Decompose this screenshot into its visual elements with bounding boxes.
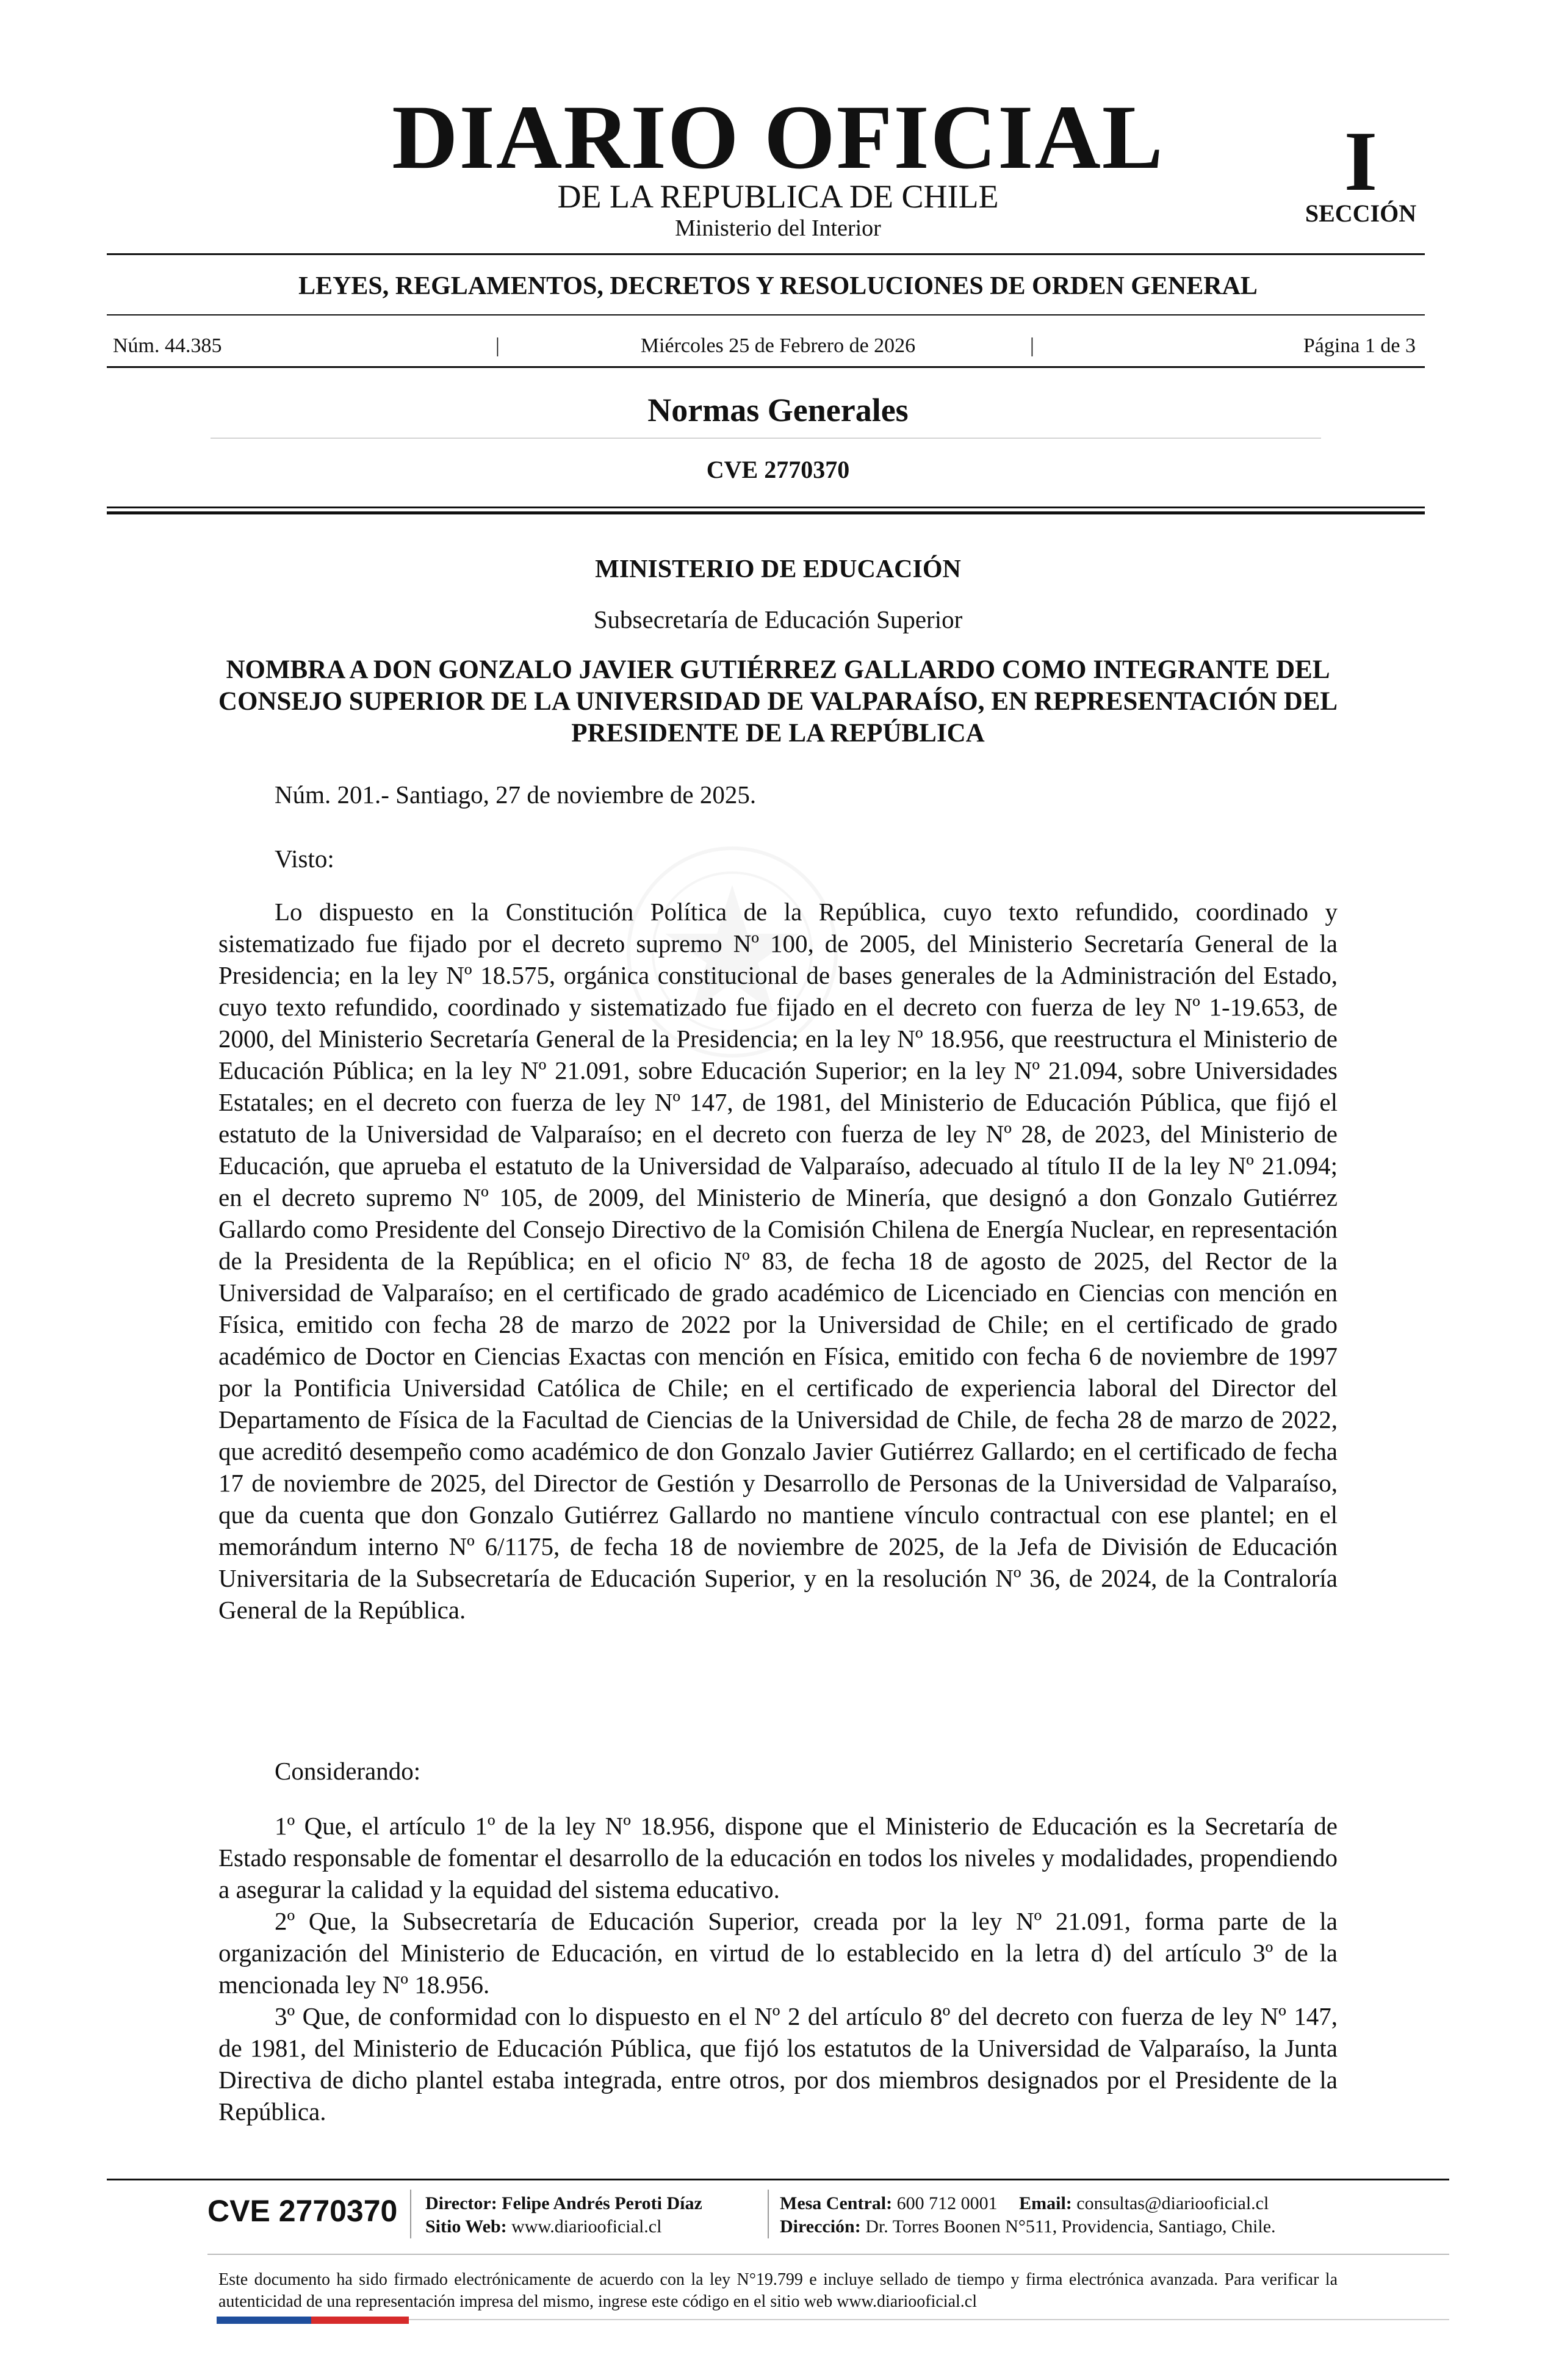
address-text: Dr. Torres Boonen N°511, Providencia, Santiago, Chile. — [865, 2216, 1276, 2237]
issue-separator-2: | — [1030, 334, 1034, 357]
section-word: SECCIÓN — [1305, 200, 1417, 227]
director-label: Director: — [425, 2193, 497, 2213]
decree-number-date: Núm. 201.- Santiago, 27 de noviembre de 2025. — [275, 781, 757, 809]
issue-separator-1: | — [495, 334, 500, 357]
address-label: Dirección: — [780, 2216, 861, 2237]
flag-stripe-red — [311, 2317, 409, 2324]
footer-address — [780, 2215, 1276, 2238]
footer-divider-1 — [410, 2190, 411, 2238]
category-banner: LEYES, REGLAMENTOS, DECRETOS Y RESOLUCIONES DE ORDEN GENERAL — [298, 272, 1258, 300]
double-rule-top — [107, 507, 1425, 508]
considerando-2: 2º Que, la Subsecretaría de Educación Superior, creada por la ley Nº 21.091, forma parte de la organización del Ministerio de Educación, en virtud de lo establecido en la letra d) del artículo 3º de la mencionada ley Nº 18.956. — [218, 1907, 1338, 1999]
footer-note-rule — [207, 2254, 1449, 2255]
newspaper-title: DIARIO OFICIAL — [392, 87, 1164, 188]
footer-cve: CVE 2770370 — [207, 2194, 398, 2228]
document-ministry: MINISTERIO DE EDUCACIÓN — [595, 555, 961, 583]
flag-stripe-blue — [217, 2317, 311, 2324]
flag-line-grey — [409, 2319, 1449, 2320]
website-link[interactable]: www.diariooficial.cl — [511, 2216, 662, 2237]
issue-number: Núm. 44.385 — [113, 334, 222, 357]
phone-label: Mesa Central: — [780, 2193, 893, 2213]
footer-note: Este documento ha sido firmado electrónicamente de acuerdo con la ley N°19.799 e incluye sellado de tiempo y firma electrónica avanzada. Para verificar la autenticidad de una representación impresa del mismo, ingrese este código en el sitio web www.diariooficial.cl — [218, 2270, 1338, 2311]
phone-number: 600 712 0001 — [896, 2193, 998, 2213]
considerando-1: 1º Que, el artículo 1º de la ley Nº 18.956, dispone que el Ministerio de Educación es la Secretaría de Estado responsable de fomentar el desarrollo de la educación en todos los niveles y modalidades, propendiendo a asegurar la calidad y la equidad del sistema educativo. — [218, 1812, 1338, 1903]
category-rule — [107, 314, 1425, 316]
footer-divider-2 — [768, 2190, 769, 2238]
visto-paragraph: Lo dispuesto en la Constitución Política de la República, cuyo texto refundido, coordinado y sistematizado fue fijado por el decreto supremo Nº 100, de 2005, del Ministerio Secretaría General de la Presidencia; en la ley Nº 18.575, orgánica constitucional de bases generales de la Administración del Estado, cuyo texto refundido, coordinado y sistematizado fue fijado en el decreto con fuerza de ley Nº 1-19.653, de 2000, del Ministerio Secretaría General de la Presidencia; en la ley Nº 18.956, que reestructura el Ministerio de Educación Pública; en la ley Nº 21.091, sobre Educación Superior; en la ley Nº 21.094, sobre Universidades Estatales; en el decreto con fuerza de ley Nº 147, de 1981, del Ministerio de Educación Pública, que fijó el estatuto de la Universidad de Valparaíso; en el decreto con fuerza de ley Nº 28, de 2023, del Ministerio de Educación, que aprueba el estatuto de la Universidad de Valparaíso, adecuado al título II de la ley Nº 21.094; en el decreto supremo Nº 105, de 2009, del Ministerio de Minería, que designó a don Gonzalo Gutiérrez Gallardo como Presidente del Consejo Directivo de la Comisión Chilena de Energía Nuclear, en representación de la Presidenta de la República; en el oficio Nº 83, de fecha 18 de agosto de 2025, del Rector de la Universidad de Valparaíso; en el certificado de grado académico de Licenciado en Ciencias con mención en Física, emitido con fecha 28 de marzo de 2022 por la Universidad de Chile; en el certificado de grado académico de Doctor en Ciencias Exactas con mención en Física, emitido con fecha 6 de noviembre de 1997 por la Pontificia Universidad Católica de Chile; en el certificado de experiencia laboral del Director del Departamento de Física de la Facultad de Ciencias de la Universidad de Chile, de fecha 28 de marzo de 2022, que acreditó desempeño como académico de don Gonzalo Javier Gutiérrez Gallardo; en el certificado de fecha 17 de noviembre de 2025, del Director de Gestión y Desarrollo de Personas de la Universidad de Valparaíso, que da cuenta que don Gonzalo Gutiérrez Gallardo no mantiene vínculo contractual con ese plantel; en el memorándum interno Nº 6/1175, de fecha 18 de noviembre de 2025, de la Jefa de División de Educación Universitaria de la Subsecretaría de Educación Superior, y en la resolución Nº 36, de 2024, de la Contraloría General de la República. — [218, 898, 1338, 1624]
footer-rule — [107, 2179, 1449, 2180]
double-rule-bottom — [107, 511, 1425, 514]
footer-contact — [780, 2192, 1269, 2215]
masthead-rule — [107, 253, 1425, 255]
visto-label: Visto: — [275, 845, 334, 873]
considerando-3: 3º Que, de conformidad con lo dispuesto en el Nº 2 del artículo 8º del decreto con fuerza de ley Nº 147, de 1981, del Ministerio de Educación Pública, que fijó los estatutos de la Universidad de Valparaíso, la Junta Directiva de dicho plantel estaba integrada, entre otros, por dos miembros designados por el Presidente de la República. — [218, 2002, 1338, 2126]
footer-director — [425, 2192, 702, 2215]
newspaper-subtitle: DE LA REPUBLICA DE CHILE — [557, 178, 999, 215]
document-subsecretariat: Subsecretaría de Educación Superior — [593, 605, 963, 633]
cve-code: CVE 2770370 — [706, 456, 850, 483]
page-number: Página 1 de 3 — [1303, 334, 1416, 357]
issue-rule — [107, 366, 1425, 368]
issue-date: Miércoles 25 de Febrero de 2026 — [640, 334, 916, 357]
section-title: Normas Generales — [647, 392, 909, 428]
footer-website — [425, 2215, 661, 2238]
website-label: Sitio Web: — [425, 2216, 507, 2237]
considerando-label: Considerando: — [275, 1757, 421, 1785]
email-link[interactable]: consultas@diariooficial.cl — [1076, 2193, 1269, 2213]
decree-title: NOMBRA A DON GONZALO JAVIER GUTIÉRREZ GALLARDO COMO INTEGRANTE DEL CONSEJO SUPERIOR DE LA UNIVERSIDAD DE VALPARAÍSO, EN REPRESENTACIÓN DEL PRESIDENTE DE LA REPÚBLICA — [218, 655, 1338, 748]
email-label: Email: — [1019, 2193, 1072, 2213]
director-name: Felipe Andrés Peroti Díaz — [502, 2193, 702, 2213]
section-letter: I — [1344, 114, 1378, 209]
section-title-underline — [211, 438, 1321, 439]
ministry-line: Ministerio del Interior — [675, 215, 881, 241]
